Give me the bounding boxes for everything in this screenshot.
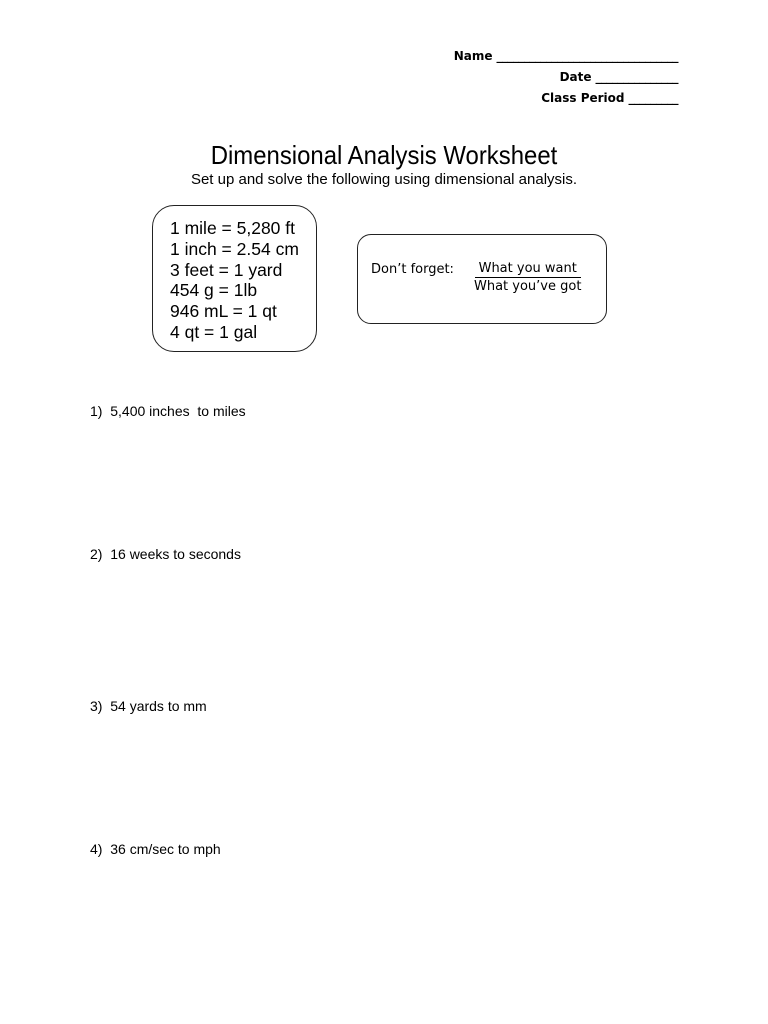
page-title: Dimensional Analysis Worksheet [210, 140, 558, 170]
question-1: 1) 5,400 inches to miles [90, 403, 246, 419]
question-2: 2) 16 weeks to seconds [90, 546, 241, 562]
reminder-box [357, 234, 607, 324]
conversion-factor: 454 g = 1lb [170, 280, 258, 301]
class-period-field[interactable] [454, 88, 678, 109]
date-label: Date [559, 70, 592, 84]
reminder-fraction [474, 261, 581, 294]
question-3: 3) 54 yards to mm [90, 698, 207, 714]
question-4: 4) 36 cm/sec to mph [90, 841, 221, 857]
conversion-factor: 3 feet = 1 yard [170, 259, 283, 280]
name-blank[interactable]: _________________________________ [496, 49, 678, 63]
date-blank[interactable]: _______________ [595, 70, 678, 84]
name-field[interactable] [454, 46, 678, 67]
date-field[interactable] [454, 67, 678, 88]
class-period-blank[interactable]: _________ [628, 91, 678, 105]
name-label: Name [453, 49, 493, 63]
fraction-numerator: What you want [475, 261, 581, 278]
header-fields [454, 46, 678, 109]
page-subtitle: Set up and solve the following using dimensional analysis. [190, 171, 578, 188]
conversion-factors-box [152, 205, 317, 352]
conversion-factor: 1 inch = 2.54 cm [170, 238, 299, 259]
conversion-factor: 946 mL = 1 qt [170, 301, 277, 322]
class-period-label: Class Period [541, 91, 625, 105]
conversion-factor: 1 mile = 5,280 ft [170, 218, 296, 238]
fraction-denominator: What you’ve got [474, 279, 582, 294]
reminder-label: Don’t forget: [371, 262, 454, 277]
conversion-factor: 4 qt = 1 gal [170, 321, 258, 342]
